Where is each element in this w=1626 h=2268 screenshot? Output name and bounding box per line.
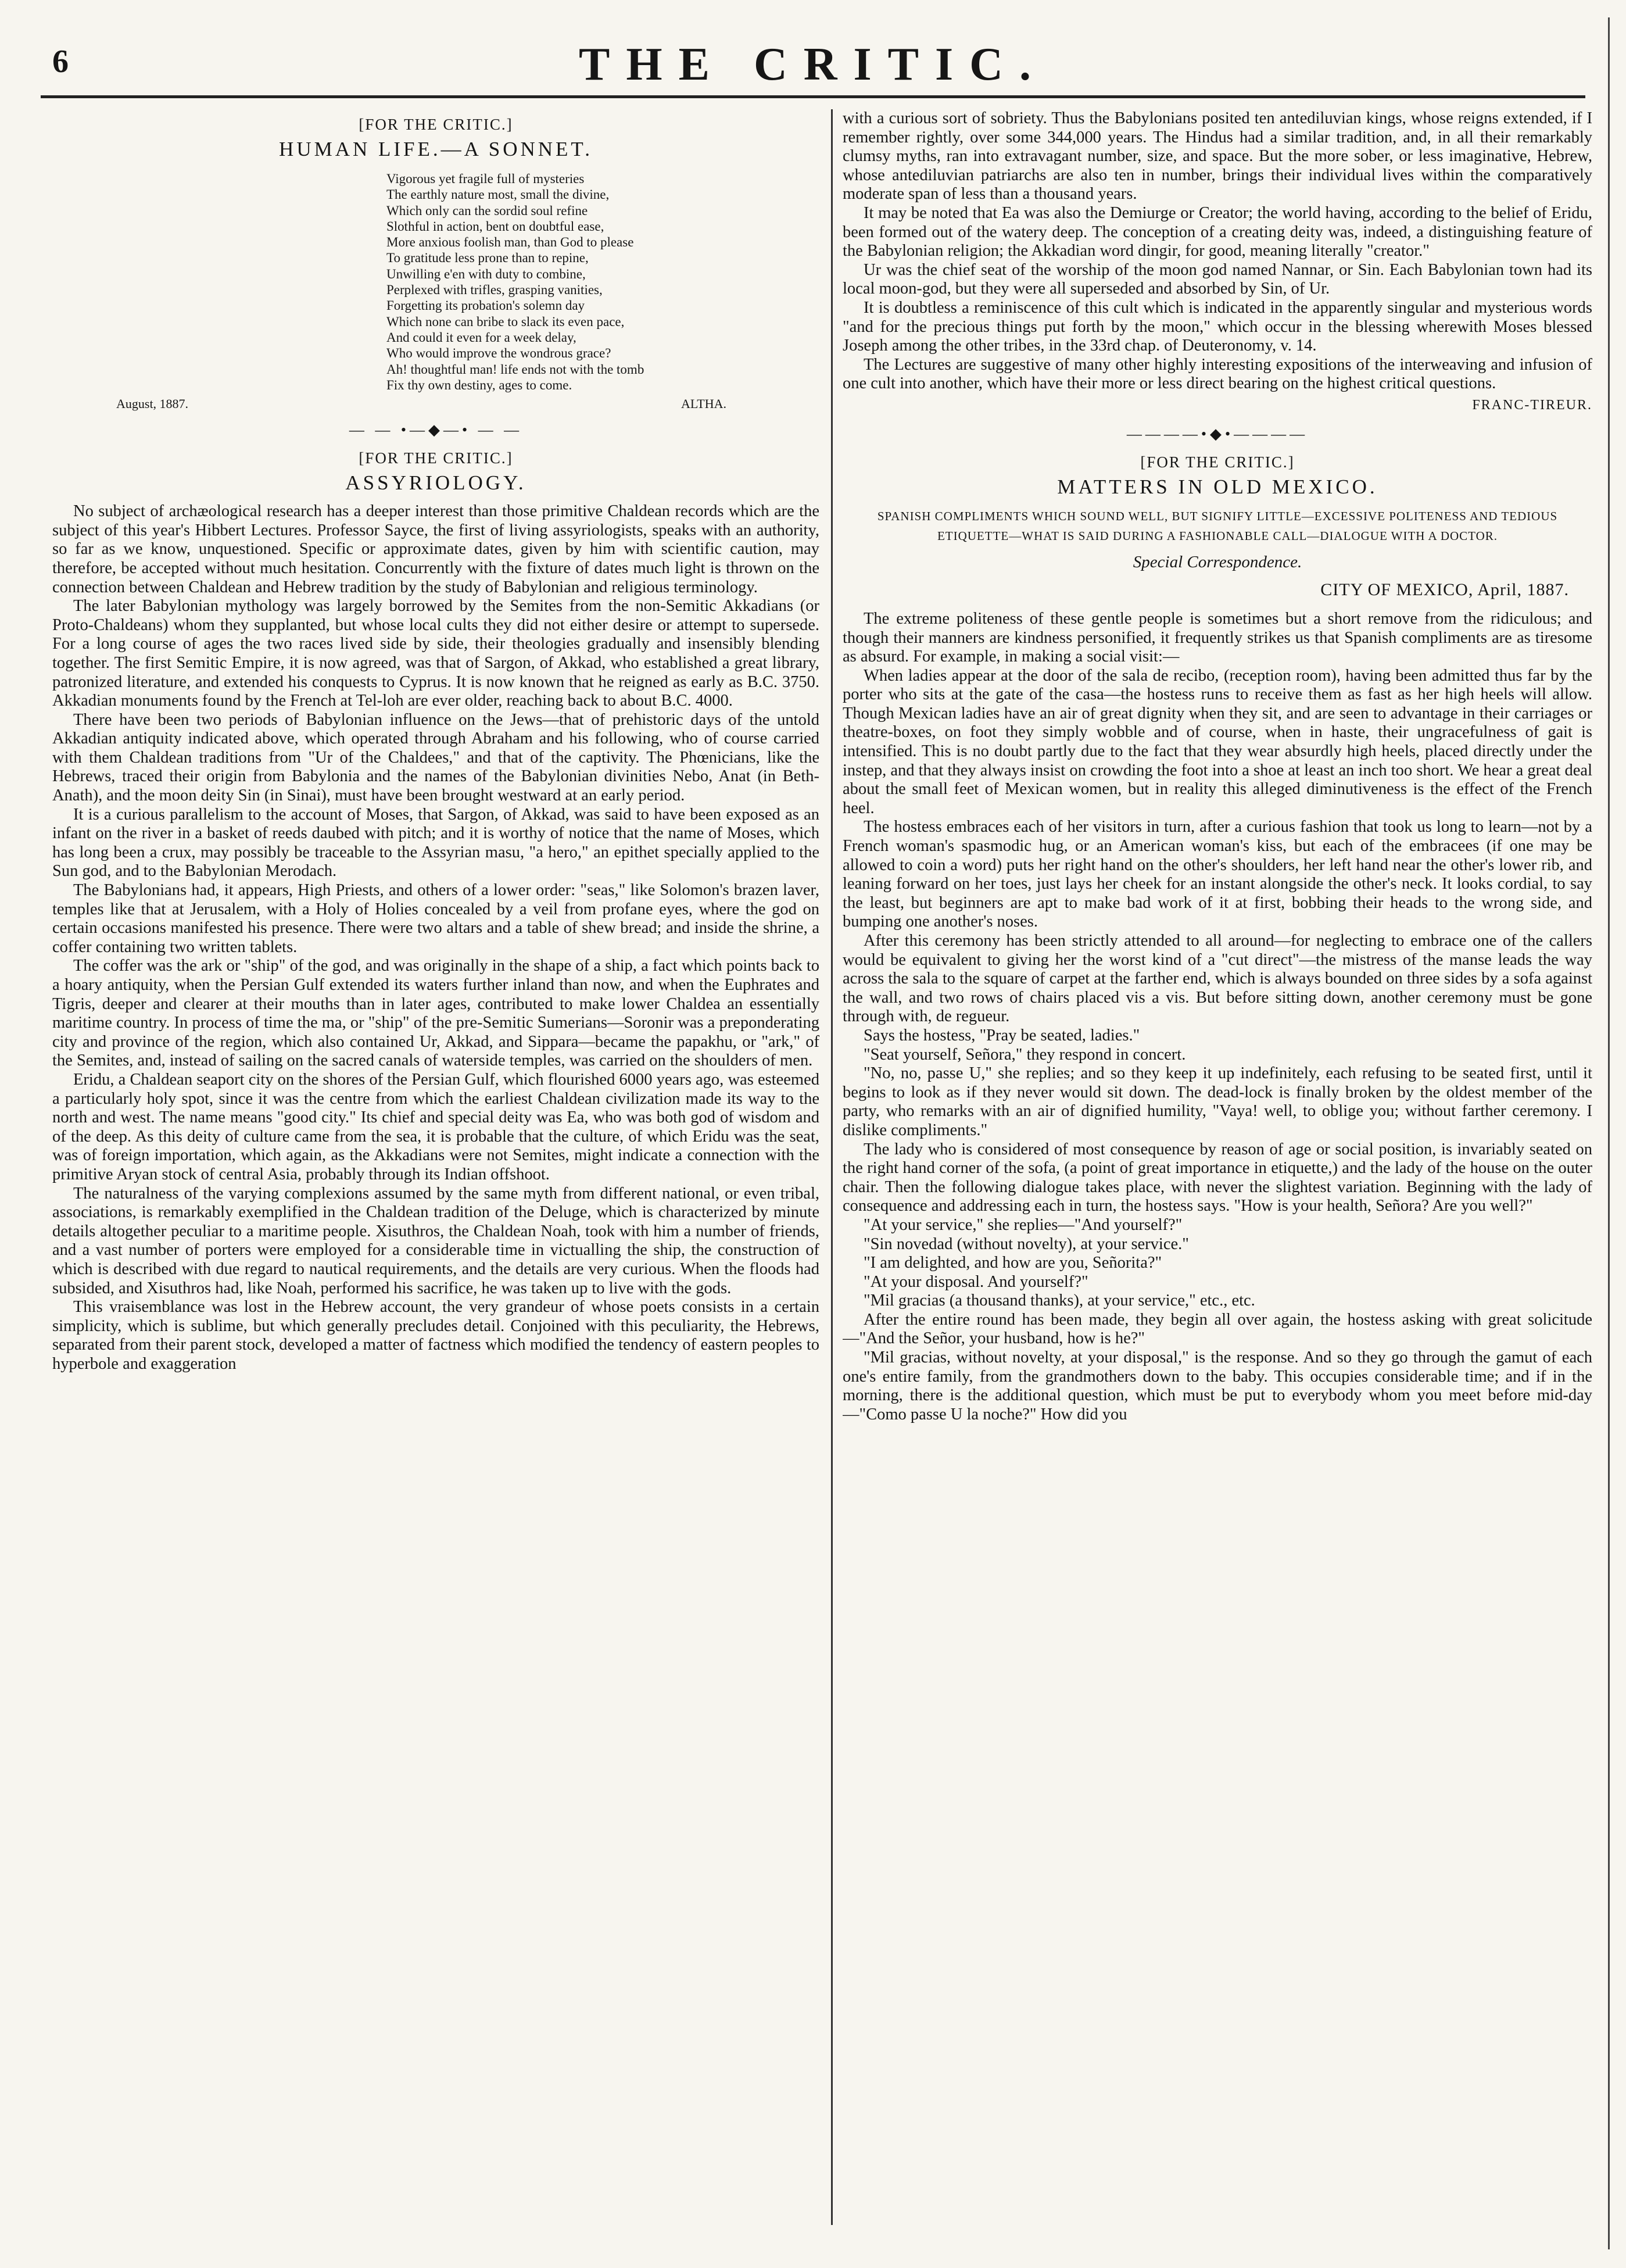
article-paragraph: After the entire round has been made, they begin all over again, the hostess asking with great solicitude—"And the Señor, your husband, how is he?": [843, 1310, 1592, 1348]
article-paragraph: "No, no, passe U," she replies; and so they keep it up indefinitely, each refusing to be seated first, until it begins to look as if they never would sit down. The dead-lock is finally broken by the oldest member of the party, who remarks with an air of dignified humility, "Vaya! well, to oblige you; without farther ceremony. I dislike compliments.": [843, 1064, 1592, 1139]
article-paragraph: "At your disposal. And yourself?": [864, 1272, 1088, 1291]
article-paragraph: This vraisemblance was lost in the Hebrew account, the very grandeur of whose poets consists in a certain simplicity, which is sublime, but which generally precludes detail. Conjoined with this peculiarity, the Hebrews, separated from their parent stock, developed a matter of factness which modified the tendency of eastern peoples to hyperbole and exaggeration: [52, 1298, 819, 1373]
assyriology-for-critic: [FOR THE CRITIC.]: [359, 449, 513, 467]
masthead-rule: [41, 95, 1585, 98]
poem-line: Ah! thoughtful man! life ends not with the tomb: [386, 362, 644, 377]
article-paragraph: After this ceremony has been strictly attended to all around—for neglecting to embrace one of the callers would be equivalent to giving her the worst kind of a "cut direct"—the mistress of the manse leads the way across the sala to the square of carpet at the farther end, which is always bounded on three sides by a sofa against the wall, and two rows of chairs placed vis a vis. But before sitting down, another ceremony must be gone through with, de regueur.: [843, 932, 1592, 1026]
poem-line: Which only can the sordid soul refine: [386, 203, 588, 218]
poem-signature: ALTHA.: [681, 396, 726, 412]
article-paragraph: "Mil gracias (a thousand thanks), at your service," etc., etc.: [864, 1292, 1255, 1310]
article-paragraph: Eridu, a Chaldean seaport city on the shores of the Persian Gulf, which flourished 6000 years ago, was esteemed a particularly holy spot, since it was the centre from which the earliest Chaldean civilization made its way to the north and west. The name means "good city." Its chief and special deity was Ea, who was both god of wisdom and of the deep. As this deity of culture came from the sea, it is probable that the culture, of which Eridu was the seat, was of foreign importation, which again, as the Akkadians were not Semites, might indicate a connection with the primitive Aryan stock of central Asia, probably through its Indian offshoot.: [52, 1070, 819, 1183]
poem-date: August, 1887.: [116, 396, 189, 412]
poem-footer: [52, 393, 819, 413]
right-column: [843, 109, 1592, 2252]
mexico-title: MATTERS IN OLD MEXICO.: [1057, 475, 1378, 498]
article-paragraph: The hostess embraces each of her visitors in turn, after a curious fashion that took us long to learn—not by a French woman's spasmodic hug, or an American woman's kiss, but each of the embracees (if one may be allowed to coin a word) puts her right hand on the other's shoulders, her left hand near the other's lower rib, and leaning forward on her toes, just lays her cheek for an instant alongside the other's neck. It looks cordial, to say the least, but beginners are apt to make bad work of it at first, bobbing their heads to the wrong side, and bumping one another's noses.: [843, 818, 1592, 931]
poem-lines: [386, 171, 819, 393]
poem-line: Fix thy own destiny, ages to come.: [386, 377, 572, 392]
poem-line: To gratitude less prone than to repine,: [386, 251, 589, 266]
poem-line: Perplexed with trifles, grasping vanities,: [386, 282, 603, 298]
poem-line: Who would improve the wondrous grace?: [386, 346, 611, 361]
page-number: 6: [52, 44, 69, 80]
poem-line: More anxious foolish man, than God to please: [386, 235, 634, 250]
article-paragraph: "At your service," she replies—"And yourself?": [864, 1215, 1183, 1234]
poem-line: Which none can bribe to slack its even pace,: [386, 314, 625, 329]
article-paragraph: Ur was the chief seat of the worship of the moon god named Nannar, or Sin. Each Babylonian town had its local moon-god, but they were all superseded and absorbed by Sin, of Ur.: [843, 260, 1592, 298]
poem-line: The earthly nature most, small the divine,: [386, 187, 610, 202]
poem-for-critic: [FOR THE CRITIC.]: [359, 116, 513, 133]
article-paragraph: "Sin novedad (without novelty), at your service.": [864, 1235, 1189, 1253]
paper-title: THE CRITIC.: [579, 39, 1047, 90]
article-paragraph: with a curious sort of sobriety. Thus the Babylonians posited ten antediluvian kings, whose reigns extended, if I remember rightly, over some 344,000 years. The Hindus had a similar tradition, and, in all their remarkably clumsy myths, ran into extravagant number, size, and space. But the more sober, or less imaginative, Hebrew, whose antediluvian patriarchs are also ten in number, brings their individual lives within the comparatively moderate span of less than a thousand years.: [843, 109, 1592, 203]
ornament-divider: ————•◆•————: [1126, 425, 1309, 442]
article-paragraph: "Seat yourself, Señora," they respond in concert.: [864, 1045, 1186, 1064]
article-paragraph: It is a curious parallelism to the account of Moses, that Sargon, of Akkad, was said to have been exposed as an infant on the river in a basket of reeds daubed with pitch; and it is worthy of notice that the name of Moses, which has long been a crux, may possibly be traceable to the Assyrian masu, "a hero," an epithet specially applied to the Sun god, and to the Babylonian Merodach.: [52, 805, 819, 881]
right-edge-rule: [1608, 17, 1610, 2249]
article-paragraph: It may be noted that Ea was also the Demiurge or Creator; the world having, according to the belief of Eridu, been formed out of the watery deep. The conception of a creating deity was, indeed, a distinguishing feature of the Babylonian religion; the Akkadian word dingir, for good, meaning literally "creator.": [843, 203, 1592, 260]
article-paragraph: The Lectures are suggestive of many other highly interesting expositions of the interweaving and infusion of one cult into another, which have their more or less direct bearing on the highest critical questions.: [843, 355, 1592, 393]
poem-line: Unwilling e'en with duty to combine,: [386, 266, 586, 281]
article-paragraph: The Babylonians had, it appears, High Priests, and others of a lower order: "seas," like Solomon's brazen laver, temples like that at Jerusalem, with a Holy of Holies concealed by a veil from profane eyes, where the god on certain occasions manifested his presence. There were two altars and a table of shew bread; and inside the shrine, a coffer containing two written tablets.: [52, 881, 819, 956]
article-paragraph: No subject of archæological research has a deeper interest than those primitive Chaldean records which are the subject of this year's Hibbert Lectures. Professor Sayce, the first of living assyriologists, speaks with an authority, so far as we know, unquestioned. Specific or approximate dates, given by him with scientific caution, may therefore, be accepted without much hesitation. Concurrently with the fixture of dates much light is thrown on the connection between Chaldean and Hebrew tradition by the study of Babylonian and religious terminology.: [52, 502, 819, 596]
article-paragraph: The naturalness of the varying complexions assumed by the same myth from different national, or even tribal, associations, is remarkably exemplified in the Chaldean tradition of the Deluge, which is characterized by minute details altogether peculiar to a maritime people. Xisuthros, the Chaldean Noah, took with him a number of friends, and a vast number of porters were employed for a considerable time in victualling the ship, the construction of which is described with due regard to nautical requirements, and the details are very curious. When the floods had subsided, and Xisuthros had, like Noah, performed his sacrifice, he was taken up to live with the gods.: [52, 1184, 819, 1297]
column-divider: [831, 109, 833, 2225]
article-paragraph: The extreme politeness of these gentle people is sometimes but a short remove from the ridiculous; and though their manners are kindness personified, it frequently strikes us that Spanish compliments are as tiresome as absurd. For example, in making a social visit:—: [843, 609, 1592, 666]
mexico-for-critic: [FOR THE CRITIC.]: [1140, 453, 1295, 471]
poem-line: And could it even for a week delay,: [386, 330, 576, 345]
article-paragraph: It is doubtless a reminiscence of this cult which is indicated in the apparently singular and mysterious words "and for the precious things put forth by the moon," which occur in the blessing wherewith Moses blessed Joseph among the other tribes, in the 33rd chap. of Deuteronomy, v. 14.: [843, 298, 1592, 355]
correspondence-label: Special Correspondence.: [1133, 552, 1302, 571]
article-paragraph: The later Babylonian mythology was largely borrowed by the Semites from the non-Semitic Akkadians (or Proto-Chaldeans) whom they supplanted, but whose local cults they did not either desire or attempt to supersede. For a long course of ages the two races lived side by side, their theologies gradually and insensibly blending together. The first Semitic Empire, it is now agreed, was that of Sargon, of Akkad, who established a great library, patronized literature, and extended his conquests to Cyprus. It is now known that he reigned as early as B.C. 3750. Akkadian monuments found by the French at Tel-loh are ever older, reaching back to about B.C. 4000.: [52, 597, 819, 710]
article-paragraph: When ladies appear at the door of the sala de recibo, (reception room), having been admitted thus far by the porter who sits at the gate of the casa—the hostess runs to receive them as fast as her high heels will allow. Though Mexican ladies have an air of great dignity when they sit, and are seen to advantage in their carriages or theatre-boxes, on foot they simply wobble and of course, when in haste, their ungracefulness of gait is intensified. This is no doubt partly due to the fact that they wear absurdly high heels, placed directly under the instep, and that they always insist on crowding the foot into a shoe at least an inch too short. We hear a great deal about the small feet of Mexican women, but in reality this alleged diminutiveness is the effect of the French heel.: [843, 666, 1592, 817]
dateline: CITY OF MEXICO, April, 1887.: [1320, 579, 1569, 599]
poem-line: Forgetting its probation's solemn day: [386, 298, 585, 313]
masthead: [41, 34, 1585, 103]
poem-line: Slothful in action, bent on doubtful ease,: [386, 219, 604, 234]
assyriology-signature: FRANC-TIREUR.: [1472, 397, 1592, 413]
article-paragraph: The coffer was the ark or "ship" of the god, and was originally in the shape of a ship, a fact which points back to a hoary antiquity, when the Persian Gulf extended its waters further inland than now, and when the Euphrates and Tigris, deeper and clearer at their mouths than in later ages, contributed to make lower Chaldea an essentially maritime country. In process of time the ma, or "ship" of the pre-Semitic Sumerians—Soronir was a preponderating city and province of the region, which also contained Ur, Akkad, and Sippara—became the papakhu, or "ark," of the Semites, and, instead of sailing on the sacred canals of waterside temples, was carried on the shoulders of men.: [52, 957, 819, 1070]
article-paragraph: The lady who is considered of most consequence by reason of age or social position, is invariably seated on the right hand corner of the sofa, (a point of great importance in etiquette,) and the lady of the house on the outer chair. Then the following dialogue takes place, with never the slightest variation. Beginning with the lady of consequence and addressing each in turn, the hostess says. "How is your health, Señora? Are you well?": [843, 1140, 1592, 1215]
article-paragraph: There have been two periods of Babylonian influence on the Jews—that of prehistoric days of the untold Akkadian antiquity indicated above, which operated through Abraham and his following, who of course carried with them Chaldean traditions from "Ur of the Chaldees," and that of the captivity. The Phœnicians, like the Hebrews, traced their origin from Babylonia and the names of the Babylonian divinities Nebo, Anat (in Beth-Anath), and the moon deity Sin (in Sinai), must have been brought westward at an early period.: [52, 710, 819, 805]
mexico-subtitle: SPANISH COMPLIMENTS WHICH SOUND WELL, BUT SIGNIFY LITTLE—EXCESSIVE POLITENESS AND TEDIOUS ETIQUETTE—WHAT IS SAID DURING A FASHIONABLE CALL—DIALOGUE WITH A DOCTOR.: [877, 509, 1558, 543]
poem-line: Vigorous yet fragile full of mysteries: [386, 171, 585, 186]
ornament-divider: — — •—◆—• — —: [349, 421, 523, 439]
article-paragraph: Says the hostess, "Pray be seated, ladies.": [864, 1026, 1140, 1044]
left-column: [52, 109, 819, 2252]
poem-title: HUMAN LIFE.—A SONNET.: [279, 138, 593, 160]
assyriology-title: ASSYRIOLOGY.: [345, 471, 527, 495]
article-paragraph: "I am delighted, and how are you, Señorita?": [864, 1254, 1162, 1272]
article-paragraph: "Mil gracias, without novelty, at your disposal," is the response. And so they go through the gamut of each one's entire family, from the grandmothers down to the baby. This occupies considerable time; and if in the morning, there is the additional question, which must be put to everybody whom you meet before mid-day—"Como passe U la noche?" How did you: [843, 1348, 1592, 1423]
